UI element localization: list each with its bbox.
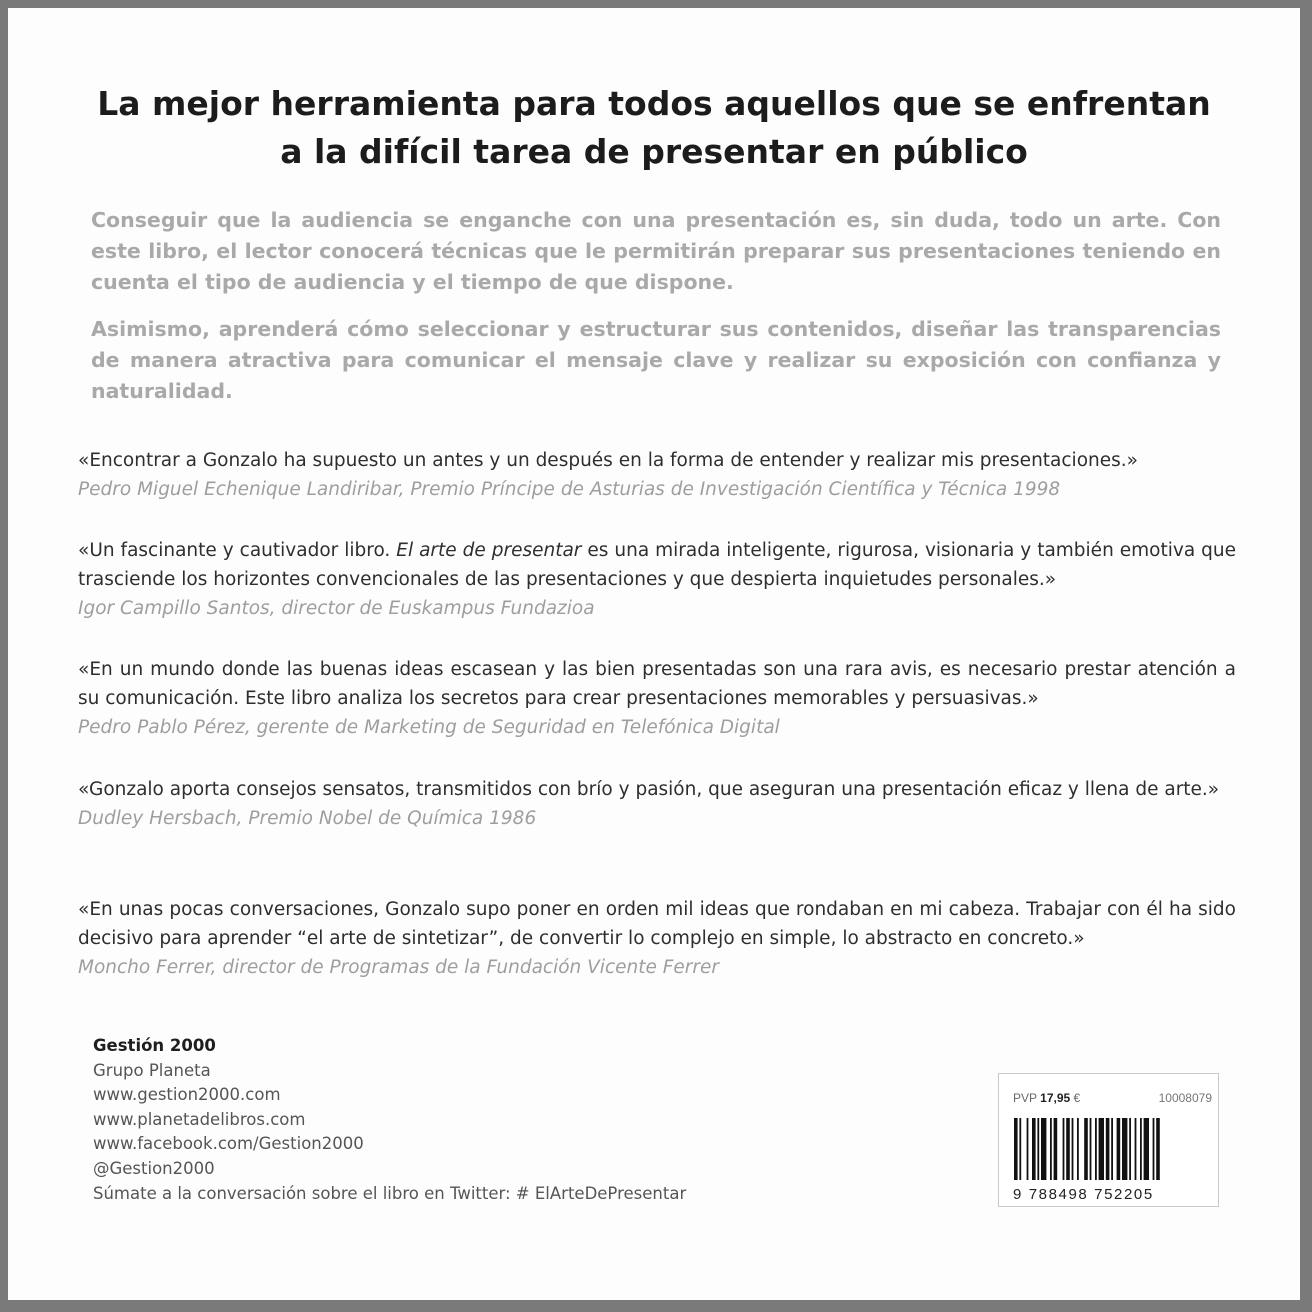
testimonial (78, 655, 1236, 743)
testimonial-text: «En unas pocas conversaciones, Gonzalo supo poner en orden mil ideas que rondaban en mi cabeza. Trabajar con él ha sido decisivo para aprender “el arte de sintetizar”, de convertir lo complejo en simple, lo abstracto en concreto.» (78, 899, 1236, 949)
publisher-website: www.planetadelibros.com (93, 1109, 306, 1129)
testimonial-text-part: «Un fascinante y cautivador libro. (78, 540, 397, 561)
intro-paragraph-2: Asimismo, aprenderá cómo seleccionar y estructurar sus contenidos, diseñar las transparencias de manera atractiva para comunicar el mensaje clave y realizar su exposición con confianza y naturalidad. (91, 317, 1221, 403)
pvp-label: PVP (1013, 1091, 1037, 1105)
publisher-twitter: @Gestion2000 (93, 1158, 215, 1178)
barcode-bar (1072, 1118, 1074, 1180)
barcode-bar (1019, 1118, 1021, 1180)
testimonial-author: Pedro Miguel Echenique Landiribar, Premio Príncipe de Asturias de Investigación Científica y Técnica 1998 (78, 479, 1061, 500)
headline (48, 80, 1260, 176)
barcode-bar (1144, 1118, 1149, 1180)
barcode-bar (1014, 1118, 1018, 1180)
barcode-bar (1156, 1118, 1160, 1180)
barcode-bar (1066, 1118, 1070, 1180)
headline-line-1: La mejor herramienta para todos aquellos que se enfrentan (97, 84, 1211, 123)
barcode-bar (1032, 1118, 1036, 1180)
testimonial-author: Moncho Ferrer, director de Programas de la Fundación Vicente Ferrer (78, 957, 719, 978)
testimonial (78, 446, 1236, 505)
testimonial-text (78, 536, 1236, 594)
price-value: 17,95 (1040, 1091, 1071, 1105)
barcode-bar (1111, 1118, 1113, 1180)
testimonial-text: «Encontrar a Gonzalo ha supuesto un antes y un después en la forma de entender y realizar mis presentaciones.» (78, 450, 1138, 471)
product-code: 10008079 (1158, 1091, 1212, 1105)
barcode-bar (1037, 1118, 1039, 1180)
price-currency: € (1073, 1091, 1081, 1105)
barcode-bar (1027, 1118, 1029, 1180)
barcode-bar (1135, 1118, 1137, 1180)
publisher-name: Gestión 2000 (93, 1036, 216, 1055)
barcode-bar (1129, 1118, 1131, 1180)
barcode-bar (1063, 1118, 1065, 1180)
barcode-bar (1095, 1118, 1097, 1180)
barcode-bar (1041, 1118, 1046, 1180)
book-back-cover (8, 8, 1300, 1300)
barcode-icon (1012, 1118, 1206, 1184)
barcode-bar (1084, 1118, 1088, 1180)
testimonial-author: Igor Campillo Santos, director de Euskampus Fundazioa (78, 598, 595, 619)
testimonial-text: «En un mundo donde las buenas ideas escasean y las bien presentadas son una rara avis, es necesario prestar atención a su comunicación. Este libro analiza los secretos para crear presentaciones memorables y persuasivas.» (78, 659, 1236, 709)
testimonial-text: «Gonzalo aporta consejos sensatos, transmitidos con brío y pasión, que aseguran una presentación eficaz y llena de arte.» (78, 779, 1220, 800)
barcode-bar (1140, 1118, 1142, 1180)
barcode-bar (1077, 1118, 1079, 1180)
barcode-bar (1054, 1118, 1058, 1180)
barcode-bar (1106, 1118, 1110, 1180)
book-title-italic: El arte de presentar (396, 540, 582, 561)
barcode-bar (1153, 1118, 1155, 1180)
testimonial-text-part: es una mirada inteligente, rigurosa, visionaria y también emotiva que trasciende los horizontes convencionales de las presentaciones y que despierta inquietudes personales.» (78, 540, 1236, 590)
testimonial-author: Dudley Hersbach, Premio Nobel de Química 1986 (78, 808, 537, 829)
publisher-group: Grupo Planeta (93, 1060, 211, 1080)
testimonial (78, 775, 1236, 834)
barcode-bar (1122, 1118, 1127, 1180)
publisher-website: www.gestion2000.com (93, 1085, 281, 1105)
barcode-bar (1117, 1118, 1121, 1180)
testimonial-author: Pedro Pablo Pérez, gerente de Marketing de Seguridad en Telefónica Digital (78, 717, 780, 738)
intro-paragraph-1: Conseguir que la audiencia se enganche con una presentación es, sin duda, todo un arte. Con este libro, el lector conocerá técnicas que le permitirán preparar sus presentaciones teniendo en cuenta el tipo de audiencia y el tiempo de que dispone. (91, 208, 1221, 294)
testimonial (78, 536, 1236, 624)
testimonial (78, 895, 1236, 983)
barcode-box (998, 1073, 1219, 1207)
isbn-digits: 9 788498 752205 (1013, 1186, 1154, 1203)
barcode-bar (1090, 1118, 1092, 1180)
headline-line-2: a la difícil tarea de presentar en público (280, 132, 1028, 171)
publisher-info (93, 1034, 686, 1206)
twitter-hashtag-line: Súmate a la conversación sobre el libro en Twitter: # ElArteDePresentar (93, 1183, 687, 1203)
barcode-bar (1099, 1118, 1104, 1180)
publisher-facebook: www.facebook.com/Gestion2000 (93, 1134, 364, 1154)
price-label (1013, 1091, 1080, 1105)
barcode-bar (1050, 1118, 1052, 1180)
